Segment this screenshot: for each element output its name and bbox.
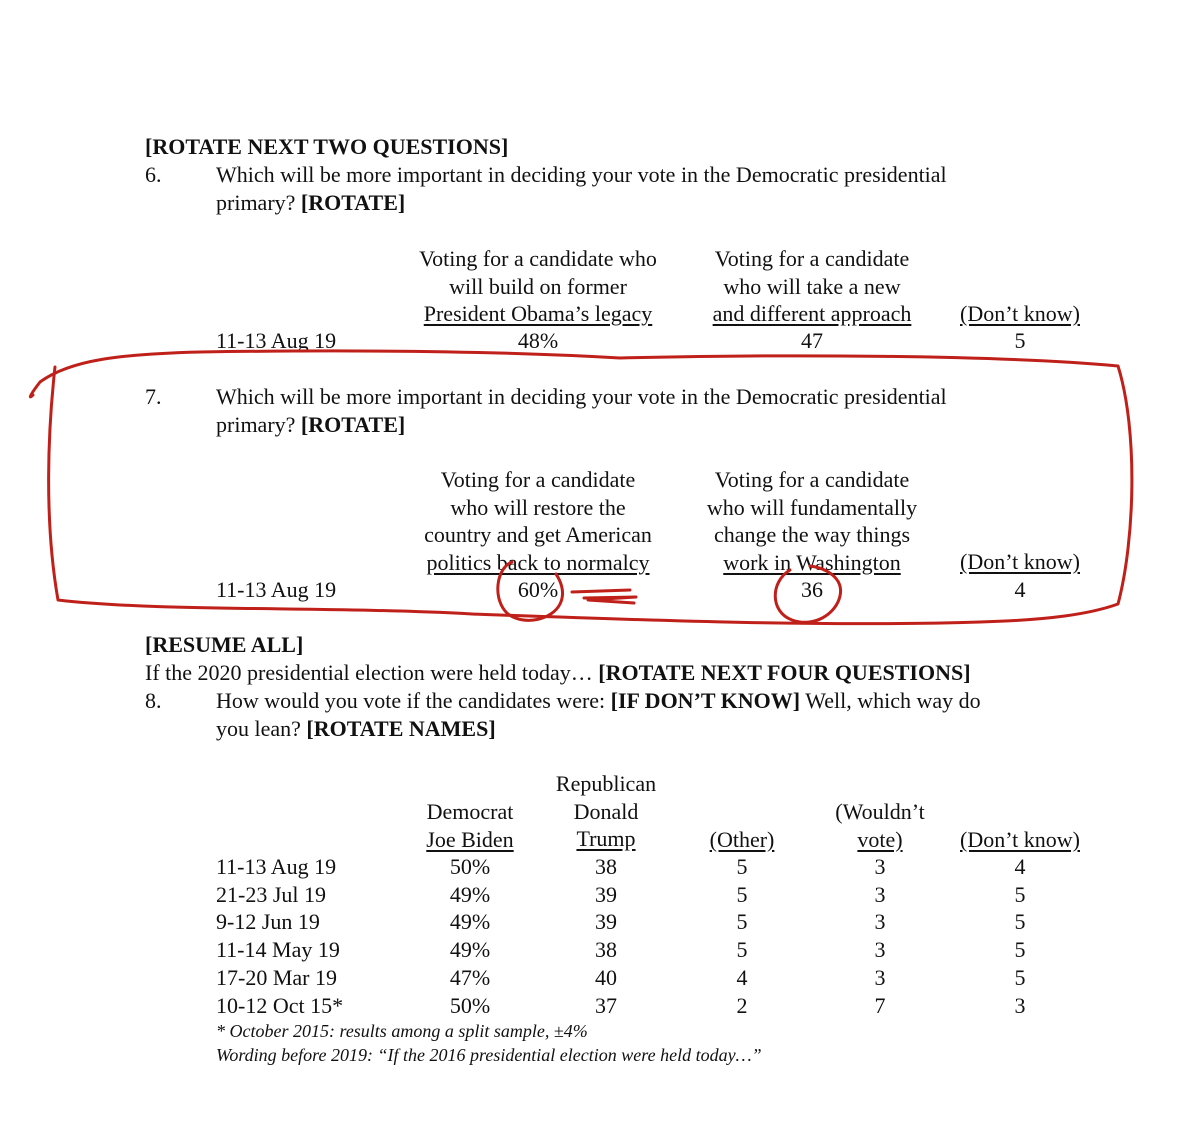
q8-row-date: 17-20 Mar 19 — [216, 964, 337, 990]
q8-col-other — [690, 826, 794, 854]
q8-col2-line1: Republican — [555, 771, 657, 796]
q6-col3-underlined: (Don’t know) — [960, 301, 1080, 326]
q6-value-3: 5 — [1014, 328, 1026, 353]
q8-cell-biden: 49% — [449, 937, 491, 963]
q7-col2-line3: change the way things — [713, 522, 911, 547]
q8-cell-trump: 38 — [595, 854, 617, 879]
q8-col-wouldnt-vote — [808, 798, 952, 853]
q8-cell-biden: 50% — [449, 854, 491, 879]
q8-cell-wouldnt-vote: 7 — [874, 992, 886, 1018]
q8-col1-underlined: Joe Biden — [426, 826, 514, 852]
q8-cell-trump: 39 — [595, 881, 617, 907]
q7-col3-underlined: (Don’t know) — [960, 549, 1080, 574]
q6-col1-line1: Voting for a candidate who — [419, 246, 657, 271]
q8-cell-other: 5 — [736, 937, 748, 963]
q7-rotate-tag: [ROTATE] — [300, 412, 406, 437]
q8-cell-biden: 50% — [449, 992, 491, 1018]
q8-cell-trump: 38 — [595, 937, 617, 963]
q8-row-date: 11-14 May 19 — [216, 937, 340, 963]
q7-col-restore-normalcy — [396, 466, 680, 576]
q6-text-line1: Which will be more important in deciding your vote in the Democratic presidential — [216, 162, 947, 187]
q8-cell-dont-know: 5 — [1014, 964, 1026, 990]
resume-all-header: [RESUME ALL] — [145, 632, 304, 657]
rotate-two-header: [ROTATE NEXT TWO QUESTIONS] — [145, 134, 509, 159]
q8-cell-trump: 39 — [595, 909, 617, 935]
q6-rotate-tag: [ROTATE] — [300, 190, 406, 215]
q6-col1-underlined: President Obama’s legacy — [423, 301, 653, 326]
q6-value-1: 48% — [517, 328, 559, 353]
q8-cell-dont-know: 5 — [1014, 937, 1026, 963]
q8-dont-know-tag: [IF DON’T KNOW] — [610, 688, 801, 713]
q8-text-plain: How would you vote if the candidates were: — [216, 688, 611, 713]
q7-value-2: 36 — [801, 577, 823, 602]
q7-number: 7. — [145, 384, 162, 409]
q8-rotate-names-tag: [ROTATE NAMES] — [306, 716, 496, 741]
resume-intro — [145, 659, 971, 687]
q8-col-dont-know — [950, 826, 1090, 854]
q7-col1-underlined: politics back to normalcy — [426, 549, 650, 575]
q8-text2-plain: you lean? — [216, 716, 307, 741]
q6-row-date: 11-13 Aug 19 — [216, 328, 337, 353]
q8-cell-dont-know: 5 — [1014, 909, 1026, 935]
q7-col2-line1: Voting for a candidate — [714, 467, 910, 492]
q7-value-3: 4 — [1014, 577, 1026, 602]
q7-text-line1: Which will be more important in deciding your vote in the Democratic presidential — [216, 384, 947, 409]
q7-col-change-washington — [690, 466, 934, 576]
q8-col1-line1: Democrat — [426, 799, 514, 824]
q8-col4-underlined: vote) — [857, 826, 903, 852]
q8-col2-line2: Donald — [573, 798, 639, 824]
q8-cell-other: 5 — [736, 909, 748, 935]
q8-cell-other: 4 — [736, 964, 748, 990]
q8-footnote-wording: Wording before 2019: “If the 2016 presidential election were held today…” — [216, 1045, 762, 1065]
q6-text-plain: primary? — [216, 190, 301, 215]
q8-cell-trump: 37 — [595, 992, 617, 1018]
q6-col-dont-know — [950, 300, 1090, 328]
q8-cell-wouldnt-vote: 3 — [874, 964, 886, 990]
q8-cell-dont-know: 4 — [1014, 854, 1026, 879]
q7-col1-line3: country and get American — [424, 522, 652, 547]
q8-row-date: 10-12 Oct 15* — [216, 992, 344, 1018]
q8-cell-dont-know: 3 — [1014, 992, 1026, 1018]
q6-number: 6. — [145, 162, 162, 187]
q6-col1-line2: will build on former — [449, 273, 627, 299]
q8-cell-biden: 47% — [449, 964, 491, 990]
q6-col2-underlined: and different approach — [712, 301, 912, 326]
q7-col1-line2: who will restore the — [450, 494, 626, 520]
q8-cell-biden: 49% — [449, 909, 491, 935]
q7-text-line2 — [216, 411, 405, 439]
q8-number: 8. — [145, 688, 162, 713]
rotate-four-tag: [ROTATE NEXT FOUR QUESTIONS] — [598, 660, 971, 685]
q8-text-tail: Well, which way do — [800, 688, 981, 713]
q7-value-1: 60% — [517, 577, 559, 602]
q7-text-plain: primary? — [216, 412, 301, 437]
q8-col4-line1: (Wouldn’t — [835, 799, 925, 824]
q8-cell-trump: 40 — [595, 964, 617, 990]
q6-col2-line1: Voting for a candidate — [714, 246, 910, 271]
q8-footnote-split-sample: * October 2015: results among a split sample, ±4% — [216, 1021, 588, 1041]
q6-col-obama-legacy — [396, 245, 680, 328]
q8-cell-other: 2 — [736, 992, 748, 1018]
q8-col5-underlined: (Don’t know) — [960, 827, 1080, 852]
q8-col-trump — [540, 770, 672, 853]
q8-col-biden — [400, 798, 540, 853]
q8-cell-wouldnt-vote: 3 — [874, 854, 886, 879]
q8-cell-wouldnt-vote: 3 — [874, 937, 886, 963]
q8-cell-other: 5 — [736, 881, 748, 907]
q8-cell-dont-know: 5 — [1014, 881, 1026, 907]
q8-row-date: 9-12 Jun 19 — [216, 909, 320, 935]
q6-col-new-approach — [690, 245, 934, 328]
resume-intro-plain: If the 2020 presidential election were held today… — [145, 660, 599, 685]
q7-col1-line1: Voting for a candidate — [440, 467, 636, 492]
q8-text-line1 — [216, 687, 981, 715]
q6-col2-line2: who will take a new — [723, 273, 901, 299]
q7-col2-line2: who will fundamentally — [706, 494, 918, 520]
q8-row-date: 11-13 Aug 19 — [216, 854, 337, 879]
q7-col-dont-know — [950, 548, 1090, 576]
q7-row-date: 11-13 Aug 19 — [216, 577, 337, 602]
q8-cell-wouldnt-vote: 3 — [874, 909, 886, 935]
q8-col2-underlined: Trump — [576, 826, 636, 851]
q8-col3-underlined: (Other) — [709, 827, 775, 852]
q7-col2-underlined: work in Washington — [723, 549, 901, 575]
q6-value-2: 47 — [801, 328, 823, 353]
q8-row-date: 21-23 Jul 19 — [216, 881, 326, 907]
q8-cell-wouldnt-vote: 3 — [874, 881, 886, 907]
q6-text-line2 — [216, 189, 405, 217]
q8-text-line2 — [216, 715, 496, 743]
q8-cell-other: 5 — [736, 854, 748, 879]
q8-cell-biden: 49% — [449, 881, 491, 907]
